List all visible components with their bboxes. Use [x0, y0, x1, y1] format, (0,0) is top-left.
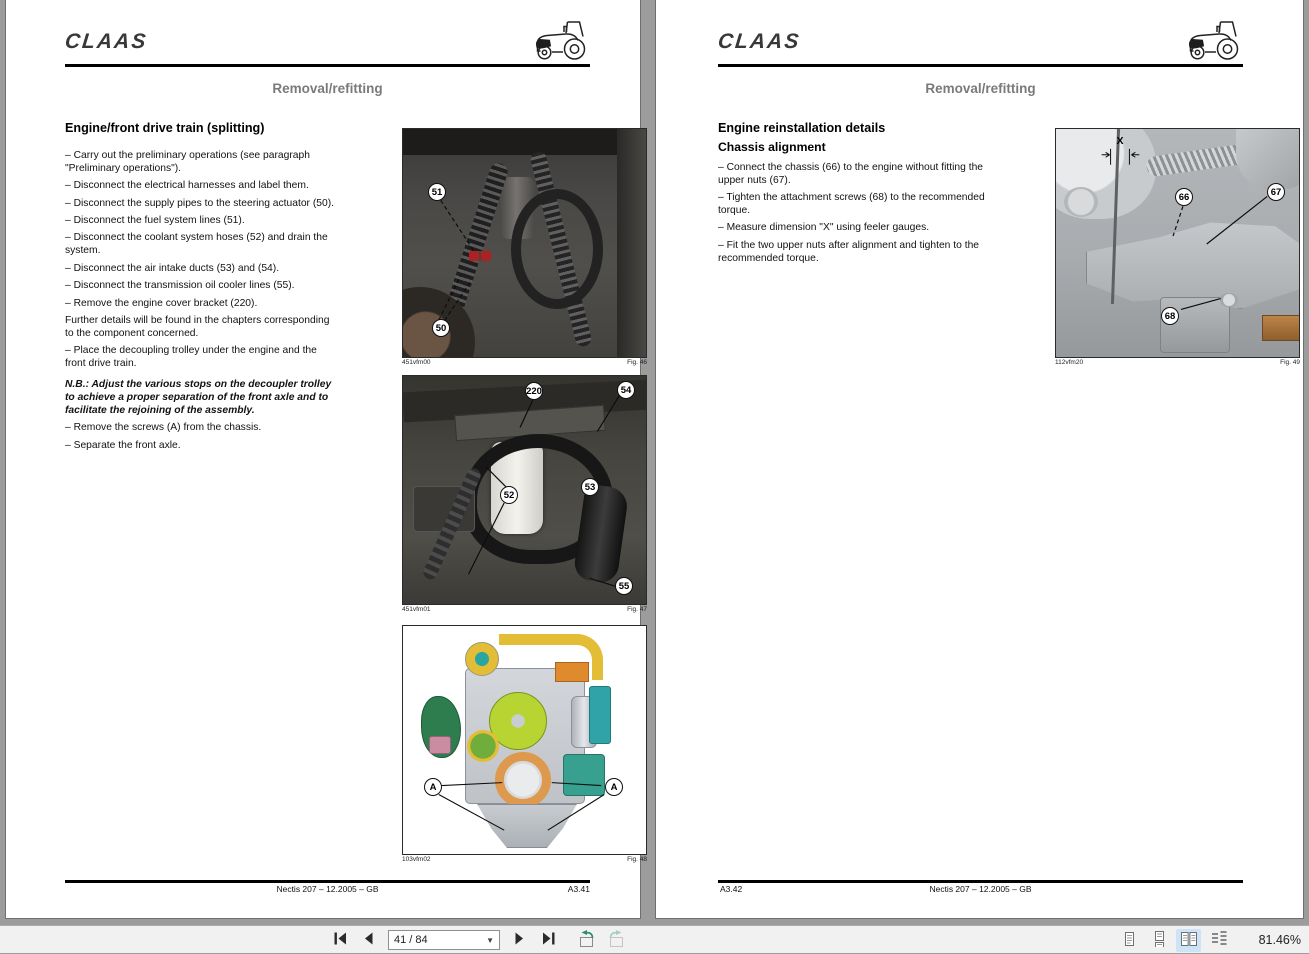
single-page-view-button[interactable]: [1116, 929, 1141, 952]
callout-leader-lines: [403, 626, 646, 854]
previous-page-button[interactable]: [356, 929, 380, 951]
section-heading: Engine reinstallation details: [718, 121, 886, 135]
figure-label: Fig. 49: [1280, 359, 1300, 366]
document-page-right: [656, 0, 1303, 918]
callout-a-left: A: [424, 778, 442, 796]
tractor-icon: [534, 18, 590, 67]
callout-50: 50: [432, 319, 450, 337]
footer-document-ref: Nectis 207 – 12.2005 – GB: [276, 884, 379, 894]
callout-53: 53: [581, 478, 599, 496]
callout-55: 55: [615, 577, 633, 595]
figure-caption: [1055, 358, 1300, 366]
next-page-button[interactable]: [508, 929, 532, 951]
instruction-item: – Remove the screws (A) from the chassis.: [65, 422, 262, 434]
footer-rule: [65, 880, 590, 883]
footer-page-number: A3.41: [567, 884, 590, 894]
header-rule: [718, 64, 1243, 67]
instruction-item: – Disconnect the coolant system hoses (52) and drain the system.: [65, 232, 328, 257]
instruction-item: – Disconnect the supply pipes to the steering actuator (50).: [65, 197, 335, 209]
figure-code: 451vfm01: [402, 606, 431, 613]
page-content: [716, 0, 1300, 918]
instructions-column: [65, 122, 339, 457]
figure-caption: [402, 605, 647, 613]
figure-code: 103vfm02: [402, 856, 431, 863]
callout-54: 54: [617, 381, 635, 399]
instruction-item: – Connect the chassis (66) to the engine without fitting the upper nuts (67).: [718, 161, 984, 186]
callout-220: 220: [525, 382, 543, 400]
instruction-item: – Tighten the attachment screws (68) to the recommended torque.: [718, 192, 985, 217]
callout-leader-lines: [1056, 129, 1299, 357]
zoom-level[interactable]: 81.46%: [1258, 933, 1301, 947]
instruction-item: – Disconnect the air intake ducts (53) and (54).: [65, 262, 280, 274]
callout-leader-lines: [403, 376, 646, 604]
two-page-continuous-button[interactable]: [1206, 929, 1231, 952]
page-title: Removal/refitting: [925, 81, 1036, 96]
figure-48: [402, 625, 647, 863]
view-history: [574, 929, 628, 951]
figure-caption: [402, 358, 647, 366]
footer-rule: [718, 880, 1243, 883]
previous-view-icon: [576, 930, 597, 951]
next-view-button[interactable]: [604, 929, 628, 951]
figure-label: Fig. 46: [627, 359, 647, 366]
figure-photo-engine-bay: [402, 128, 647, 358]
next-page-icon: [514, 932, 526, 948]
instruction-item: – Carry out the preliminary operations (see paragraph "Preliminary operations").: [65, 149, 310, 174]
single-page-icon: [1120, 931, 1138, 950]
page-title: Removal/refitting: [272, 81, 383, 96]
two-page-continuous-icon: [1210, 931, 1228, 950]
paragraph: Further details will be found in the chapters corresponding to the component concerned.: [65, 314, 330, 339]
header-rule: [65, 64, 590, 67]
viewer-toolbar: [0, 925, 1309, 953]
instruction-item: – Measure dimension "X" using feeler gauges.: [718, 222, 930, 234]
callout-52: 52: [500, 486, 518, 504]
instruction-item: – Place the decoupling trolley under the engine and the front drive train.: [65, 345, 317, 370]
figure-label: Fig. 48: [627, 856, 647, 863]
figure-photo-engine-top: [402, 375, 647, 605]
callout-67: 67: [1267, 183, 1285, 201]
next-view-icon: [606, 930, 627, 951]
tractor-icon: [1187, 18, 1243, 67]
callout-51: 51: [428, 183, 446, 201]
claas-logo: CLAAS: [63, 30, 149, 53]
two-page-view-button[interactable]: [1176, 929, 1201, 952]
document-page-left: [6, 0, 647, 918]
chevron-down-icon: ▼: [486, 935, 494, 945]
single-page-continuous-button[interactable]: [1146, 929, 1171, 952]
figure-photo-engine-mount: [1055, 128, 1300, 358]
figure-47: [402, 375, 647, 613]
figure-code: 112vfm20: [1055, 359, 1084, 366]
footer-document-ref: Nectis 207 – 12.2005 – GB: [929, 884, 1032, 894]
first-page-button[interactable]: [328, 929, 352, 951]
instruction-item: – Separate the front axle.: [65, 439, 181, 451]
section-heading: Engine/front drive train (splitting): [65, 121, 265, 135]
two-page-view-icon: [1180, 931, 1198, 950]
layout-and-zoom: [1116, 926, 1301, 954]
first-page-icon: [333, 932, 348, 948]
figure-46: [402, 128, 647, 366]
callout-66: 66: [1175, 188, 1193, 206]
instruction-item: – Fit the two upper nuts after alignment and tighten to the recommended torque.: [718, 239, 980, 264]
sub-heading: Chassis alignment: [718, 139, 826, 154]
instruction-item: – Remove the engine cover bracket (220).: [65, 297, 258, 309]
claas-logo: CLAAS: [716, 30, 802, 53]
callout-a-right: A: [605, 778, 623, 796]
figure-49: [1055, 128, 1300, 366]
single-page-continuous-icon: [1150, 931, 1168, 950]
previous-page-icon: [362, 932, 374, 948]
callout-68: 68: [1161, 307, 1179, 325]
nb-note: N.B.: Adjust the various stops on the decoupler trolley to achieve a proper separation of the front axle and to facilitate the rejoining of the assembly.: [65, 379, 332, 416]
instruction-item: – Disconnect the transmission oil cooler lines (55).: [65, 280, 295, 292]
figure-label: Fig. 47: [627, 606, 647, 613]
page-indicator: 41 / 84: [394, 934, 428, 946]
last-page-button[interactable]: [536, 929, 560, 951]
footer-page-number: A3.42: [720, 884, 743, 894]
instructions-column: [718, 122, 992, 270]
page-number-select[interactable]: [388, 930, 500, 950]
page-content: [63, 0, 647, 918]
previous-view-button[interactable]: [574, 929, 598, 951]
page-navigation: [328, 926, 628, 954]
instruction-item: – Disconnect the electrical harnesses and label them.: [65, 180, 309, 192]
last-page-icon: [541, 932, 556, 948]
figure-illustration-engine-front: [402, 625, 647, 855]
figure-caption: [402, 855, 647, 863]
callout-x: X: [1116, 135, 1124, 147]
figure-code: 451vfm00: [402, 359, 431, 366]
instruction-item: – Disconnect the fuel system lines (51).: [65, 215, 245, 227]
